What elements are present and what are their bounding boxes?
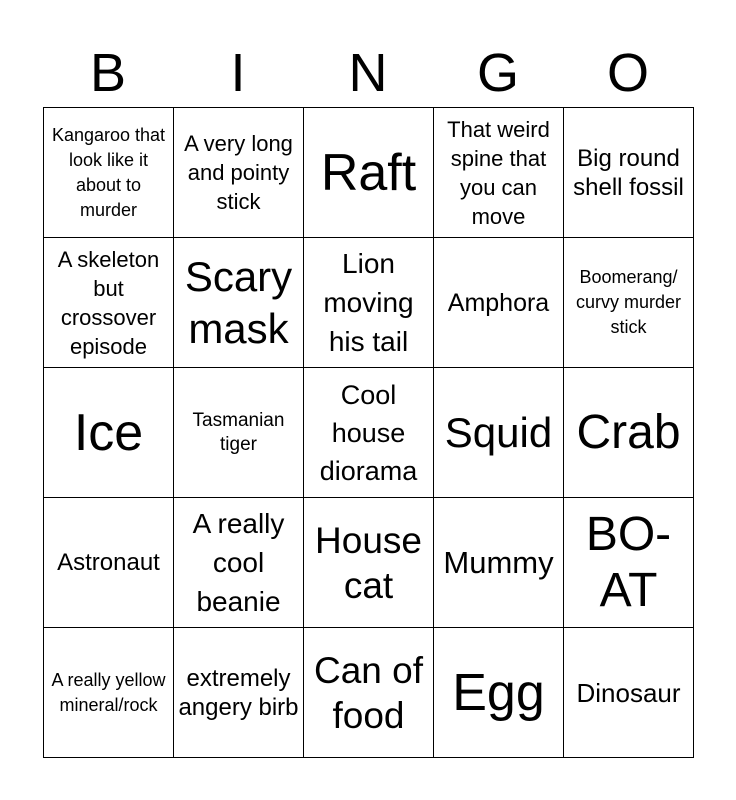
bingo-cell[interactable]: A skeleton but crossover episode <box>44 238 174 368</box>
header-letter-o: O <box>606 43 649 103</box>
bingo-header <box>43 38 693 108</box>
bingo-cell[interactable]: Dinosaur <box>564 628 694 758</box>
bingo-cell[interactable]: Amphora <box>434 238 564 368</box>
bingo-cell[interactable]: Egg <box>434 628 564 758</box>
bingo-cell[interactable]: Mummy <box>434 498 564 628</box>
header-letter-b: B <box>89 43 127 103</box>
bingo-row <box>44 238 694 368</box>
bingo-row <box>44 498 694 628</box>
bingo-cell[interactable]: A very long and pointy stick <box>174 108 304 238</box>
bingo-cell[interactable]: Raft <box>304 108 434 238</box>
bingo-cell[interactable]: Scary mask <box>174 238 304 368</box>
bingo-cell[interactable]: extremely angery birb <box>174 628 304 758</box>
bingo-cell[interactable]: A really cool beanie <box>174 498 304 628</box>
bingo-cell[interactable]: BO-AT <box>564 498 694 628</box>
bingo-row <box>44 108 694 238</box>
bingo-cell[interactable]: Crab <box>564 368 694 498</box>
header-letter-n: N <box>348 43 388 103</box>
bingo-cell[interactable]: Astronaut <box>44 498 174 628</box>
bingo-cell[interactable]: Big round shell fossil <box>564 108 694 238</box>
bingo-cell[interactable]: House cat <box>304 498 434 628</box>
bingo-cell[interactable]: Lion moving his tail <box>304 238 434 368</box>
header-letter-i: I <box>230 43 246 103</box>
bingo-cell[interactable]: Boomerang/ curvy murder stick <box>564 238 694 368</box>
bingo-cell[interactable]: Can of food <box>304 628 434 758</box>
bingo-cell[interactable]: Cool house diorama <box>304 368 434 498</box>
bingo-cell[interactable]: A really yellow mineral/rock <box>44 628 174 758</box>
bingo-row <box>44 628 694 758</box>
bingo-cell[interactable]: Kangaroo that look like it about to murder <box>44 108 174 238</box>
header-letter-g: G <box>476 43 519 103</box>
bingo-row <box>44 368 694 498</box>
bingo-cell[interactable]: Ice <box>44 368 174 498</box>
bingo-cell[interactable]: That weird spine that you can move <box>434 108 564 238</box>
bingo-cell[interactable]: Squid <box>434 368 564 498</box>
bingo-card <box>43 107 694 758</box>
bingo-cell[interactable]: Tasmanian tiger <box>174 368 304 498</box>
